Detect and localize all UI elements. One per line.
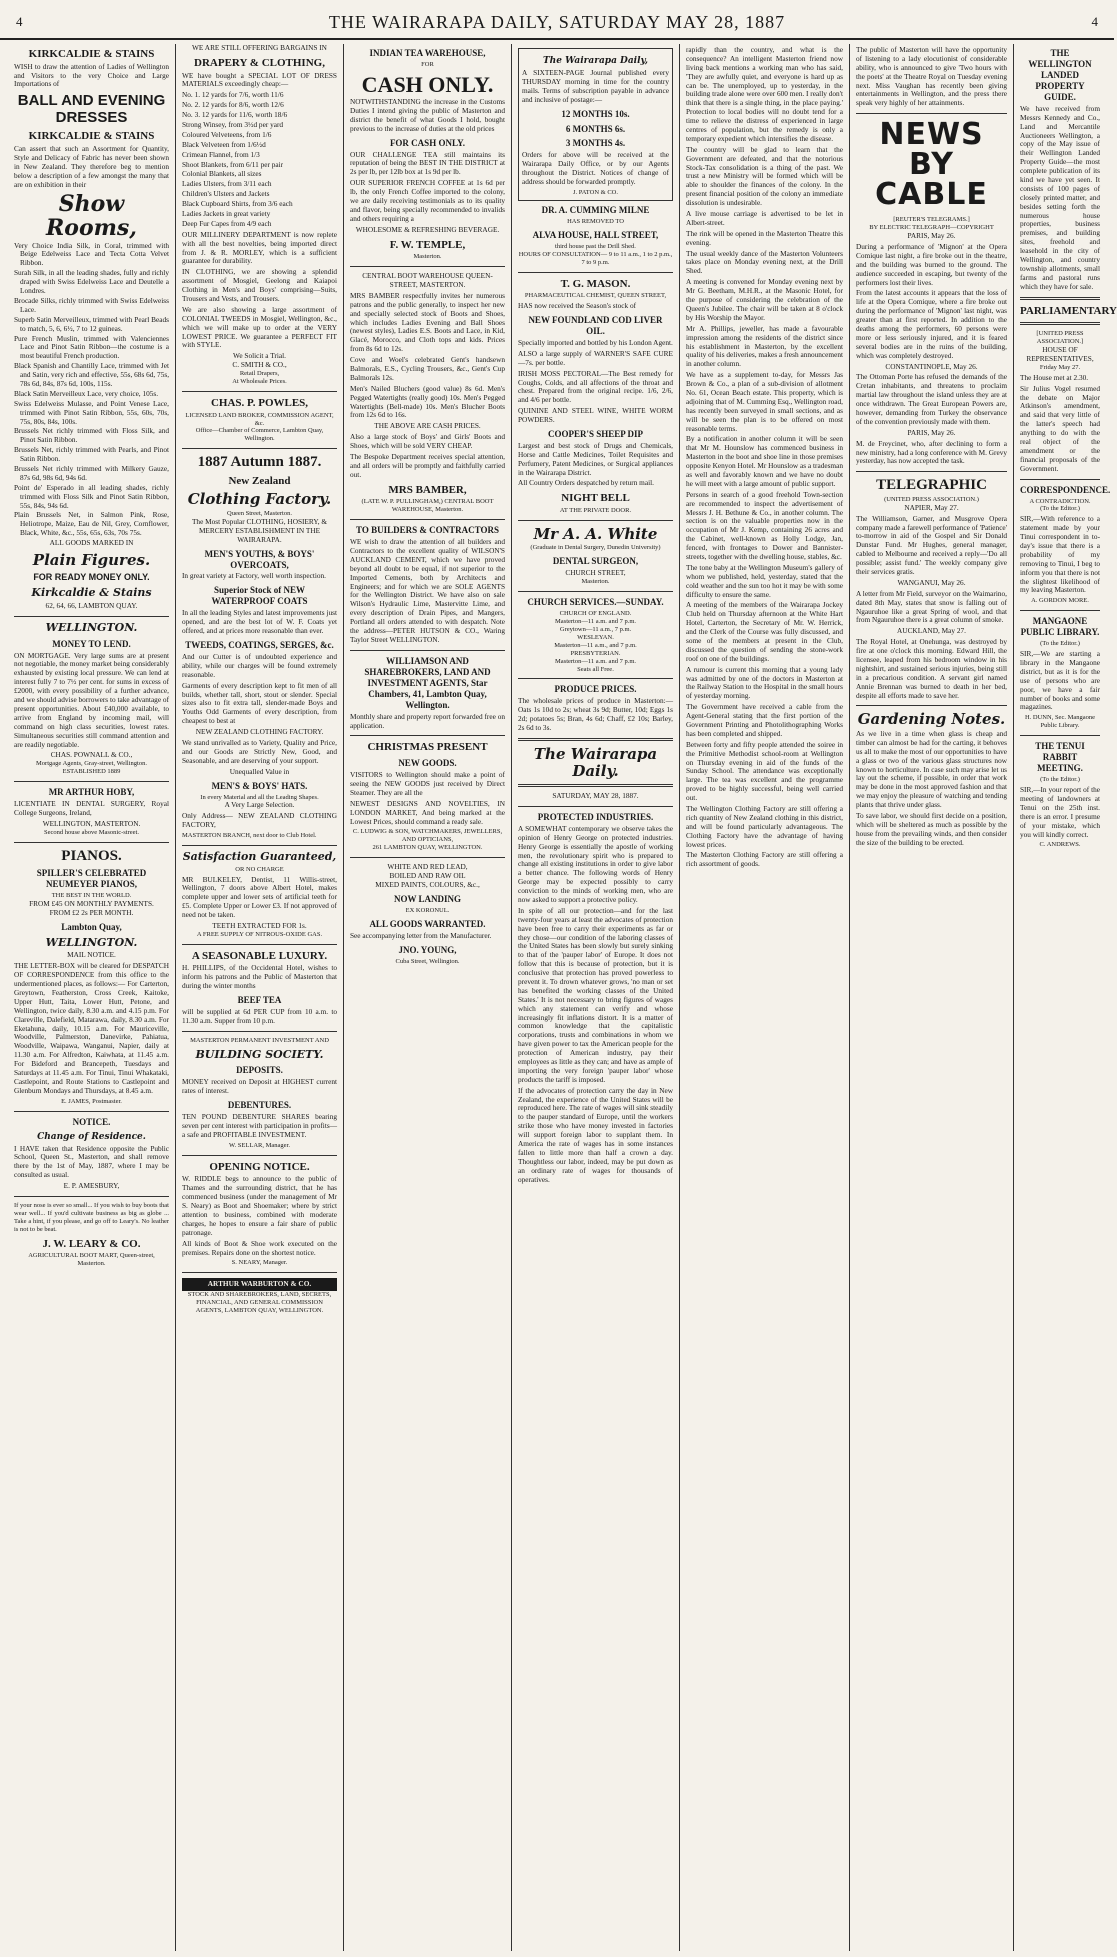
dress-item: Swiss Edelweiss Mulasse, and Point Venese Lace, trimmed with Pinot Satin Ribbon, 55s, 60s, 70s, 75s, 80s, 84s, 100s. [14, 398, 169, 426]
opening-text-2: All kinds of Boot & Shoe work executed on the premises. Repairs done on the shortest notice. [182, 1238, 337, 1257]
clothing-factory-heading: Clothing Factory. [187, 490, 332, 509]
constantinople-text: The Ottoman Porte has refused the demands of the Cretan inhabitants, and threatens to proclaim martial law throughout the island unless they are at once withdrawn. The Great European Powers are, however, demanding from Turkey the observance of the convention previously made with them. [856, 372, 1007, 426]
mail-text: THE LETTER-BOX will be cleared for DESPATCH OF CORRESPONDENCE from this office to the undermentioned places, as follows:— For Carterton, Greytown, Featherston, Cross Creek, Kaitoke, Upper Hutt, Taita, Lower Hutt, Petone, and Wellington, twice daily, 8.30 a.m. and 4.15 p.m. For Clareville, Dalefield, Matarawa, daily, 8.30 a.m. For Eketahuna, daily, 10.15 a.m. For Mauriceville, Woodville, Palmerston, Danevirke, Pahiatua, Woodville, Waipawa, Wanganui, Napier, daily at 11.30 a.m. For Alfredton, Kaiwhata, at 11.45 a.m. For Bideford and Brancepeth, Tuesdays and Saturdays at 11.45 a.m. For Tinui, Tinui Whakataki, Castlepoint, and Route Stations to Castlepoint and Glenburn Mondays and Thursdays, at 8.45 a.m. [14, 961, 169, 1095]
notice-signature: E. P. AMESBURY, [63, 1181, 120, 1191]
drapery-item: No. 1. 12 yards for 7/6, worth 11/6 [182, 90, 284, 100]
milne-heading: DR. A. CUMMING MILNE [541, 204, 650, 215]
dentist-address: WELLINGTON, MASTERTON. [42, 818, 141, 828]
produce-heading: PRODUCE PRICES. [554, 684, 637, 695]
correspondence-sub: A CONTRADICTION. [1029, 497, 1091, 505]
tenui-to: (To the Editor.) [1040, 776, 1080, 784]
selection-text: A Very Large Selection. [224, 800, 295, 810]
mangaone-to: (To the Editor.) [1040, 640, 1080, 648]
gas-text: A FREE SUPPLY OF NITROUS-OXIDE GAS. [196, 930, 323, 938]
milne-address: ALVA HOUSE, HALL STREET, [532, 229, 659, 240]
church-item: Greytown—11 a.m., 7 p.m. [559, 625, 632, 633]
opening-text: W. RIDDLE begs to announce to the public of Thames and the surrounding district, that he has commenced business (under the management of Mr S. Neary) as Boot and Shoemaker; where by strict attention to business, combined with moderate charges, he hopes to ensure a fair share of public patronage. [182, 1174, 337, 1237]
dress-item: Surah Silk, in all the leading shades, fully and richly draped with Swiss Edelweiss Lace and Deutelle a Londres. [14, 268, 169, 296]
local-item: The Wellington Clothing Factory are still offering a rich quantity of New Zealand clothing in this district, and will be found particularly advantageous. The Clothing Factory have the advantage of having lowest prices. [686, 804, 843, 849]
tweeds-heading: TWEEDS, COATINGS, SERGES, &c. [185, 639, 334, 650]
dress-item: Plain Brussels Net, in Salmon Pink, Rose, Heliotrope, Maize, Eau de Nil, Grey, Cornflower, Black, White, &c., 55s, 65s, 63s, 70s 75s. [14, 510, 169, 538]
seasonable-heading: A SEASONABLE LUXURY. [191, 949, 328, 962]
pianos-subheading: SPILLER'S CELEBRATED NEUMEYER PIANOS, [36, 868, 147, 890]
visitors-signature: C. LUDWIG & SON, WATCHMAKERS, JEWELLERS, AND OPTICIANS, [352, 828, 503, 844]
beef-tea-heading: BEEF TEA [237, 995, 282, 1006]
central-heading: CENTRAL BOOT WAREHOUSE QUEEN-STREET, MASTERTON. [362, 271, 493, 289]
drapery-item: Colonial Blankets, all sizes [182, 169, 262, 179]
leary-heading: J. W. LEARY & CO. [42, 1237, 141, 1250]
white-role: DENTAL SURGEON, [552, 556, 639, 567]
bamber-prices: THE ABOVE ARE CASH PRICES. [374, 421, 481, 431]
white-heading: Mr A. A. White [533, 524, 658, 543]
night-bell-heading: NIGHT BELL [561, 492, 630, 505]
news-source: [REUTER'S TELEGRAMS.] [893, 216, 970, 224]
local-item: The tone baby at the Wellington Museum's gallery of whom we published, held, yesterday, stated that the cold weather and the sun too hot it may be with some difficulty to ensure the same. [686, 562, 843, 599]
church-item: PRESBYTERIAN. [570, 649, 621, 657]
local-item: A meeting is convened for Monday evening next by Mr G. Beetham, M.H.R., at the Masonic Hotel, for the purpose of considering the celebration of the Queen's Jubilee. The chair will be taken at 8 o'clock by His Worship the Mayor. [686, 277, 843, 322]
jno-young-heading: JNO. YOUNG, [398, 944, 457, 955]
smith-signature-2: Retail Drapers, [239, 370, 280, 378]
beef-tea-text: will be supplied at 6d PER CUP from 10 a.m. to 11.30 a.m. Supper from 10 p.m. [182, 1007, 337, 1026]
warburton-heading: ARTHUR WARBURTON & CO. [182, 1278, 337, 1291]
powles-sub: LICENSED LAND BROKER, COMMISSION AGENT, &c. [185, 411, 334, 427]
kirkcaldie-intro-2: Can assert that such an Assortment for Quantity, Style and Delicacy of Fabric has never been shown in New Zealand. They therefore beg to mention below a description of a few amongst the many that are on exhibition in their [14, 143, 169, 189]
parliamentary-sub: [UNITED PRESS ASSOCIATION.] [1036, 330, 1084, 346]
column-6 [850, 44, 1014, 1951]
pianos-price-2: FROM £2 2s PER MONTH. [49, 907, 134, 917]
paris-text: During a performance of 'Mignon' at the Opera Comique last night, a fire broke out in the theatre, and the building was burned to the ground. The audience succeeded in escaping, but twenty of the performers lost their lives. [856, 241, 1007, 287]
builders-text: WE wish to draw the attention of all builders and Contractors to the excellent quality of WILSON'S AUCKLAND CEMENT, which we have proved beyond all doubt to be equal, if not superior to the Imported Cements, both by Architects and Engineers; and for which we are SOLE AGENTS for the Wellington District. We have also on sale Wilson's Hydraulic Lime, Mastervitte Lime, and every description of Drain Pipes, and Mangers, Portland all orders attended to with despatch. Note the address—PETER HUTSON & CO., Waring Taylor Street WELLINGTON. [350, 537, 505, 644]
boys-heading: MEN'S YOUTHS, & BOYS' OVERCOATS, [204, 548, 315, 570]
garments-text: Garments of every description kept to fit men of all builds, whether tall, short, stout or slender. Special sizes also to fit extra tall, slender-made Boys and Youths Odd Garments of every description, from cheapest to best at [182, 680, 337, 726]
irish-text: IRISH MOSS PECTORAL—The Best remedy for Coughs, Colds, and all affections of the throat and chest. Prepared from the original recipe. 1/6, 2/6, and 4/6 per bottle. [518, 368, 673, 405]
cooper-text: Largest and best stock of Drugs and Chemicals, Horse and Cattle Medicines, Toilet Requisites and Perfumery, Patent Medicines, or Surgical appliances in the Wairarapa District. [518, 440, 673, 477]
opening-heading: OPENING NOTICE. [209, 1160, 310, 1173]
orders-signature: J. PATON & CO. [573, 189, 618, 196]
smith-signature: C. SMITH & CO., [232, 360, 287, 370]
powles-address: Office—Chamber of Commerce, Lambton Quay, Wellington. [195, 427, 324, 443]
column-7 [1014, 44, 1117, 1951]
milne-sub: HAS REMOVED TO [567, 217, 624, 225]
kirkcaldie-heading-2: KIRKCALDIE & STAINS [28, 130, 155, 143]
now-landing-heading: NOW LANDING [393, 893, 462, 904]
local-item: By a notification in another column it will be seen that Mr M. Hounslow has commenced business in Masterton in the boot and shoe line in those premises opposite Kenyon Hotel. Mr Hounslow as a tradesman as well and favorably known and we have no doubt he will meet with a large amount of public support. [686, 434, 843, 488]
deposits-heading: DEPOSITS. [236, 1065, 283, 1076]
property-guide-heading: THE WELLINGTON LANDED PROPERTY GUIDE. [1028, 48, 1092, 102]
satisfaction-heading: Satisfaction Guaranteed, [182, 850, 337, 864]
temple-heading: F. W. TEMPLE, [389, 238, 466, 251]
local-item: The Masterton Clothing Factory are still offering a rich assortment of goods. [686, 850, 843, 869]
correspondence-heading: CORRESPONDENCE. [1020, 484, 1111, 495]
telegraphic-sub: (UNITED PRESS ASSOCIATION.) [884, 495, 979, 503]
williamson-heading: WILLIAMSON AND SHAREBROKERS, LAND AND INVESTMENT AGENTS, Star Chambers, 41, Lambton Quay, Wellington. [364, 655, 491, 710]
kirkcaldie-heading: KIRKCALDIE & STAINS [28, 48, 155, 60]
dress-item: Black Spanish and Chantilly Lace, trimmed with Jet and Satin, very rich and effective, 55s, 68s 6d, 75s, 78s 6d, 84s, 87s 6d, 100s, 115s. [14, 361, 170, 388]
local-item: We have as a supplement to-day, for Messrs Jas Brown & Co., a plan of a sub-division of allotment No. 61, Ocean Beach estate. This property, which is adjoining that of M. Cumming Esq., Wellington road, has recently been surveyed in small sections, and as will be seen the plan is to be offered on most reasonable terms. [686, 370, 843, 433]
money-signature: CHAS. POWNALL & CO., [50, 750, 133, 760]
no-charge: OR NO CHARGE [235, 865, 284, 873]
money-signature-2: Mortgage Agents, Gray-street, Wellington. [36, 760, 147, 768]
paris2-dateline: PARIS, May 26. [907, 427, 956, 437]
night-bell-sub: AT THE PRIVATE DOOR. [559, 507, 632, 515]
white-lead-text: WHITE AND RED LEAD, [387, 862, 468, 872]
unrivalled-text: Unequalled Value in [229, 766, 290, 776]
notice-subheading: Change of Residence. [37, 1131, 146, 1142]
opening-signature: S. NEARY, Manager. [231, 1259, 288, 1267]
drapery-item: No. 2. 12 yards for 8/6, worth 12/6 [182, 100, 284, 110]
masthead [0, 0, 1114, 40]
plain-figures-heading: Plain Figures. [32, 550, 151, 569]
only-address: Only Address— NEW ZEALAND CLOTHING FACTORY, [182, 811, 337, 830]
wellington-heading-2: WELLINGTON. [45, 935, 138, 949]
pianos-address: Lambton Quay, [61, 921, 122, 932]
church-item: Masterton—11 a.m., and 7 p.m. [554, 641, 637, 649]
church-item: Masterton—11 a.m. and 7 p.m. [555, 657, 636, 665]
daily-heading: The Wairarapa Daily, [542, 56, 649, 66]
jno-young-address: Cuba Street, Wellington. [395, 957, 460, 965]
clothing-text: IN CLOTHING, we are showing a splendid assortment of Mosgiel, Geelong and Kaiapoi Clothing in Men's and Boys' comprising—Suits, Trousers and Vests, and Trousers. [182, 267, 337, 304]
protected-heading: PROTECTED INDUSTRIES. [537, 811, 654, 822]
newspaper-title: THE WAIRARAPA DAILY, SATURDAY MAY 28, 1887 [328, 12, 786, 32]
white-sub: (Graduate in Dental Surgery, Dunedin University) [530, 544, 661, 552]
rate-12: 12 MONTHS 10s. [561, 108, 630, 119]
paris-text-2: From the latest accounts it appears that the loss of life at the Opera Comique, where a fire broke out during the performance of 'Mignon' last night, was greater than at first reported. In addition to the deaths among the performers, 60 persons were more or less seriously injured, and it is feared several bodies are in the ruins of the building, which was completely destroyed. [856, 288, 1007, 360]
dentist-text: LICENTIATE IN DENTAL SURGERY, Royal College Surgeons, Ireland, [14, 799, 169, 817]
warranted-heading: ALL GOODS WARRANTED. [369, 918, 486, 929]
for-text: FOR [421, 60, 434, 68]
wellington-heading: WELLINGTON. [45, 620, 138, 634]
mangaone-heading: MANGAONE PUBLIC LIBRARY. [1020, 616, 1100, 638]
bulkeley-text: MR BULKELEY, Dentist, 11 Willis-street, Wellington, 7 doors above Albert Hotel, makes complete upper and lower sets of artificial teeth for £5. Complete Upper or Lower £3. If not approved of need not be taken. [182, 874, 337, 920]
bamber-heading: MRS BAMBER, [388, 483, 467, 496]
cash-only-heading: CASH ONLY. [361, 71, 494, 97]
dress-item: Brussels Net richly trimmed with Milkery Gauze, 87s 6d, 98s 6d, 94s 6d. [14, 463, 169, 482]
temple-address: Masterton. [413, 253, 442, 261]
protected-text-2: In spite of all our protection—and for the last twenty-four years at least the advocates of protection have been free to carry their experiments as far or they chose—our condition of the laboring classes of the United States has been slowly but surely sinking to that of the 'pauper labor' of Europe. It does not follow that this is because of protection, but it is conclusive that protection has proved powerless to prevent it. To drown whatever grows, 'no man or set has benefited the working classes of the United States.' It is not necessary to bring figures of wages which any statement can verify and whose increasingly fit inflations distort. It is a matter of common knowledge that the capitalistic corporations, trusts and combinations in whom we have given power to tax the American people for the protection of American industry, pay their employees as little as they can; and have as ample of importing the very foreign 'pauper labor' whose products the tariff is imposed. [518, 905, 673, 1084]
milne-hours: HOURS OF CONSULTATION— 9 to 11 a.m., 1 to 2 p.m., 7 to 9 p.m. [518, 250, 673, 266]
testimonial-text: See accompanying letter from the Manufacturer. [350, 930, 492, 940]
visitors-text: VISITORS to Wellington should make a point of seeing the NEW GOODS just received by Direct Steamer. They are all the [350, 770, 505, 797]
correspondence-to: (To the Editor.) [1040, 505, 1080, 513]
gardening-text: As we live in a time when glass is cheap and timber can almost be had for the carting, it behoves us all to make the most of our opportunities to have a glass or two of the various glass structures now known to horticulture. In case such may arise let us lay out the scheme, if possible, in order that work may be done in the most approved fashion and that we may enjoy the pleasure of watching and tending plants that thrive under glass. [856, 728, 1007, 810]
church-item: CHURCH OF ENGLAND. [559, 610, 632, 618]
local-item: A rumour is current this morning that a young lady was admitted by one of the doctors in Masterton at the Railway Station to the Hospital in the small hours of yesterday morning. [686, 664, 843, 701]
dress-item: Brussels Net richly trimmed with Floss Silk, and Pinot Satin Ribbon. [14, 426, 169, 445]
page-number-left: 4 [16, 14, 23, 29]
hats-text: In every Material and all the Leading Shapes. [200, 793, 319, 801]
offering-text: WE ARE STILL OFFERING BARGAINS IN [192, 43, 327, 52]
dentist-note: Second house above Masonic-street. [44, 828, 139, 836]
bamber-text-5: The Bespoke Department receives special attention, and all orders will be promptly and faithfully carried out. [350, 452, 505, 479]
cooper-text-2: All Country Orders despatched by return mail. [518, 478, 654, 488]
local-item: A meeting of the members of the Wairarapa Jockey Club held on Thursday afternoon at the White Hart Hotel, Carterton, the Secretary of Mr. W. Herrick, and the Clerk of the Course was fully discussed, and some of the members at present in the Club, discussed the question of sending the stone-work roof on one of the buildings. [686, 600, 843, 663]
millinery-text: OUR MILLINERY DEPARTMENT is now replete with all the best novelties, being imported direct from J. & R. MORLEY, which is a sufficient guarantee for durability. [182, 229, 337, 266]
only-address-2: MASTERTON BRANCH, next door to Club Hotel. [182, 832, 317, 840]
local-item: The usual weekly dance of the Masterton Volunteers takes place on Monday evening next, at the Drill Shed. [686, 248, 843, 276]
columns [8, 43, 1117, 1951]
property-guide-text: We have received from Messrs Kennedy and Co., Land and Mercantile Auctioneers Wellington, a copy of the May issue of their Wellington Landed Property Guide—the most complete publication of its kind we have yet seen. It consists of 100 pages of closely printed matter, and besides setting forth the numerous house properties, business premises, and building sites, freehold and leasehold in the city of Wellington, and country township allotments, small farms and pastoral runs which they have for sale. [1020, 103, 1100, 291]
church-item: Seats all Free. [577, 665, 614, 673]
auckland-dateline: AUCKLAND, May 27. [897, 626, 966, 636]
nz-heading: New Zealand [228, 474, 291, 487]
wholesome-text: WHOLESOME & REFRESHING BEVERAGE. [355, 224, 500, 234]
warburton-text: STOCK AND SHAREBROKERS, LAND, SECRETS, FINANCIAL, AND GENERAL COMMISSION AGENTS, LAMBTON QUAY, WELLINGTON. [187, 1291, 332, 1315]
white-town: Masterton. [581, 578, 610, 586]
christmas-heading: CHRISTMAS PRESENT [367, 741, 488, 754]
dress-item: Brussels Net, richly trimmed with Pearls, and Pinot Satin Ribbon. [14, 445, 169, 464]
cod-heading: NEW FOUNDLAND COD LIVER OIL. [528, 315, 663, 336]
page-number-right: 4 [1091, 14, 1098, 29]
new-goods-heading: NEW GOODS. [398, 758, 457, 769]
correspondence-text: SIR,—With reference to a statement made by your Tinui correspondent in to-day's issue that there is a probability of my removing to Tinui, I beg to inform you that there is not the slightest likelihood of my leaving Masterton. [1020, 514, 1100, 595]
cod-text: Specially imported and bottled by his London Agent. [518, 337, 673, 347]
protected-text: A SOMEWHAT contemporary we observe takes the opinion of Henry George on protected industries. Henry George is essentially the apostle of working men, the revolutionary spirit who is prepared to change all existing institutions in order to give labor a better chance. The following words of Henry George may be expected possibly to carry conviction to the minds of working men, who are now asked to support a protective policy. [518, 823, 673, 904]
wanganui-dateline: WANGANUI, May 26. [897, 577, 966, 587]
kirkcaldie-footer: Kirkcaldie & Stains [31, 586, 152, 600]
debentures-signature: W. SELLAR, Manager. [229, 1141, 290, 1149]
protected-text-3: If the advocates of protection carry the day in New Zealand, the experience of the United States will be reproduced here. The rate of wages will sink steadily to the pauper standard of Europe, until the workers strike those who have money invested in factories will support foreign labor to supplant them. In America the rate of wages has in some instances fallen to little more than half a crown a day. Thoughtless our labor, indeed, may be put down as an ordinary rate of wages for thousands of operatives. [518, 1085, 673, 1184]
kirkcaldie-intro: WISH to draw the attention of Ladies of Wellington and Visitors to the very Choice and Large Importations of [14, 61, 169, 89]
solicit-trial: We Solicit a Trial. [233, 351, 286, 361]
tenui-heading: THE TENUI RABBIT MEETING. [1035, 741, 1085, 774]
constantinople-dateline: CONSTANTINOPLE, May 26. [885, 361, 978, 371]
mixed-paints-text: MIXED PAINTS, COLOURS, &c., [375, 879, 480, 889]
tenui-text: SIR,—In your report of the meeting of landowners at Tenui on the 25th inst. there is an error. I presume of your mistake, which you will kindly correct. [1020, 785, 1100, 839]
also-text: ALSO a large supply of WARNER'S SAFE CURE—7s. per bottle. [518, 348, 673, 367]
paris2-text: M. de Freycinet, who, after declining to form a new ministry, had a long conference with M. Grevy yesterday, has now accepted the task. [856, 438, 1007, 466]
local-item: The Government have received a cable from the Agent-General stating that the first portion of the Government Printing and Photolithographing Works has been completed and shipped. [686, 702, 843, 738]
white-address: CHURCH STREET, [565, 568, 626, 578]
gardening-heading: Gardening Notes. [857, 710, 1006, 729]
mangaone-signature: H. DUNN, Sec. Mangaone Public Library. [1024, 714, 1096, 730]
debentures-text: TEN POUND DEBENTURE SHARES bearing seven per cent interest with participation in profits—a safe and PROFITABLE INVESTMENT. [182, 1112, 337, 1139]
daily-text: A SIXTEEN-PAGE Journal published every THURSDAY morning in time for the country mails. Terms of subscription payable in advance and inclusive of postage:— [522, 67, 669, 104]
cash-only-subheading: FOR CASH ONLY. [389, 137, 466, 148]
mason-text: HAS now received the Season's stock of [518, 301, 637, 311]
paper-date: SATURDAY, MAY 28, 1887. [552, 791, 639, 801]
daily-subscription-box [518, 48, 673, 201]
mail-heading: MAIL NOTICE. [67, 950, 116, 960]
auckland-text: The Royal Hotel, at Onehunga, was destroyed by fire at one o'clock this morning. Edward Hill, the licensee, leaped from his bedroom window in his nightshirt, and sustained serious injuries, being still in a precarious condition. A servant girl named Annie Brennan was burned to death in her bed, despite all efforts made to save her. [856, 637, 1007, 700]
news-by-cable-heading: NEWS BY CABLE [875, 117, 988, 213]
building-heading: MASTERTON PERMANENT INVESTMENT AND [190, 1036, 329, 1044]
bamber-text-4: Also a large stock of Boys' and Girls' Boots and Shoes, which will be sold VERY CHEAP. [350, 432, 505, 451]
drapery-item: Coloured Velveteens, from 1/6 [182, 129, 272, 139]
paris-dateline: PARIS, May 26. [907, 231, 956, 241]
leary-sub: AGRICULTURAL BOOT MART, Queen-street, Masterton. [28, 1252, 155, 1268]
ex-text: EX KORONUL. [405, 906, 450, 914]
debentures-heading: DEBENTURES. [227, 1100, 292, 1111]
drapery-item: Deep Fur Capes from 4/9 each [182, 218, 272, 228]
bamber-text-3: Men's Nailed Bluchers (good value) 8s 6d. Men's Pegged Watertights (really good) 10s. Men's Pegged Watertights (Bell-made) 10s. Men's Blucher Boots from 12s 6d to 16s. [350, 383, 505, 420]
gardening-text-2: To save labor, we should first decide on a position, which will be sheltered as much as possible by the house from the prevailing winds, and then consider the size of the building to be erected. [856, 810, 1007, 847]
parliamentary-heading: PARLIAMENTARY [1020, 304, 1117, 317]
local-item: Between forty and fifty people attended the soiree in the Primitive Methodist school-room at Wellington on Thursday evening in aid of the funds of the Sunday School. The attendance was exceptionally large. The tea was excellent and the programme proved to be highly successful, being well carried out. [686, 739, 843, 803]
church-item: Masterton—11 a.m. and 7 p.m. [555, 618, 636, 626]
church-item: WESLEYAN. [577, 633, 614, 641]
building-society-heading: BUILDING SOCIETY. [195, 1047, 324, 1061]
builders-heading: TO BUILDERS & CONTRACTORS [356, 525, 499, 536]
bamber-text: MRS BAMBER respectfully invites her numerous patrons and the public generally, to inspect her new and specially selected stock of Boots and Shoes, which includes Ladies Evening and Ball Shoes (newest styles), Ladies E.S. Boots and Lace, in Kid, Glacé, Morocco, and Cloth tops and kids. Prices from 8s 6d to 12s. [350, 290, 505, 354]
waterproof-text: In all the leading Styles and latest improvements just opened, and are the best lot of W. F. Coats yet offered, and at prices more reasonable than ever. [182, 608, 337, 636]
paper-title: The Wairarapa Daily. [533, 745, 658, 780]
deposits-text: MONEY received on Deposit at HIGHEST current rates of interest. [182, 1077, 337, 1096]
ready-money-heading: FOR READY MONEY ONLY. [33, 572, 150, 583]
telegraphic-heading: TELEGRAPHIC [876, 477, 987, 494]
money-text: ON MORTGAGE. Very large sums are at present not negotiable, the money market being considerably exhausted by existing local pressure. We can lend at interest fully 7 to 7½ per cent. for sums in excess of £2000, with every possibility of a further advance, and we should advise borrowers to take advantage of present opportunities. About £40,000 available, to arrive from England by incoming mail, will command on high class securities, lowest rates. Simultaneous securities still command attention and are readily negotiable. [14, 650, 170, 749]
hats-heading: MEN'S & BOYS' HATS. [211, 780, 308, 791]
money-established: ESTABLISHED 1889 [62, 768, 121, 776]
dress-item: Superb Satin Merveilleux, trimmed with Pearl Beads to match, 5, 6, 6½, 7 to 12 guineas. [14, 314, 169, 333]
drapery-item: Black Velveteen from 1/6½d [182, 139, 266, 149]
bamber-late: (LATE W. P. PULLINGHAM,) CENTRAL BOOT WAREHOUSE, Masterton. [361, 498, 494, 514]
dress-item: Black Satin Merveilleux Lace, very choice, 105s. [14, 388, 159, 398]
news-copyright: BY ELECTRIC TELEGRAPH—COPYRIGHT [869, 224, 994, 232]
marked-text: ALL GOODS MARKED IN [49, 538, 134, 548]
column-3 [344, 44, 512, 1951]
drapery-item: Strong Winsey, from 3½d per yard [182, 119, 284, 129]
popular-text: The Most Popular CLOTHING, HOSIERY, & MERCERY ESTABLISHMENT IN THE WAIRARAPA. [191, 516, 328, 544]
house-heading: HOUSE OF REPRESENTATIVES, [1026, 345, 1094, 363]
napier-dateline: NAPIER, May 27. [904, 502, 959, 512]
house-time: The House met at 2.30. [1020, 372, 1089, 382]
factory-address: Queen Street, Masterton. [227, 509, 292, 517]
church-heading: CHURCH SERVICES.—SUNDAY. [527, 597, 664, 608]
column-4 [512, 44, 680, 1951]
dress-item: Point de' Esperado in all leading shades, richly trimmed with Floss Silk and Pinot Satin Ribbon, 55s, 84s, 94s 6d. [14, 482, 169, 510]
powles-heading: CHAS. P. POWLES, [210, 396, 309, 409]
dress-item: Pure French Muslin, trimmed with Valenciennes Lace and Pinot Satin Ribbon—the costume is a most beautiful French production. [14, 333, 169, 361]
elocutionist-text: The public of Masterton will have the opportunity of listening to a lady elocutionist of considerable ability, who is announced to give 'Two hours with the poets' at the Theatre Royal on Tuesday evening next. Miss Vaughan has recently been giving entertainments in Wellington, and the press there speak very highly of her attainments. [856, 45, 1007, 108]
phillips-text: H. PHILLIPS, of the Occidental Hotel, wishes to inform his patrons and the Public of Masterton that during the winter months [182, 963, 337, 991]
rate-3: 3 MONTHS 4s. [565, 138, 626, 149]
pianos-best: THE BEST IN THE WORLD. [51, 892, 132, 900]
waterproof-heading: Superior Stock of NEW WATERPROOF COATS [211, 585, 308, 607]
coffee-text: OUR SUPERIOR FRENCH COFFEE at 1s 6d per lb, the only French Coffee imported to the colony, we are daily receiving testimonials as to its quality and flavor, being specially recommended to invalids and others requiring a [350, 178, 505, 223]
drapery-item: Children's Ulsters and Jackets [182, 189, 270, 199]
dentist-heading: MR ARTHUR HOBY, [48, 787, 135, 798]
leary-verse: If your nose is ever so small... If you wish to buy boots that wear well... If you'd cultivate business as big as globe ... Take a hint, if you please, and go off to Leary's. No leather is not to be beat. [14, 1202, 169, 1233]
showing-text: We are also showing a large assortment of COLONIAL TWEEDS in Mosgiel, Wellington, &c., which we will make up to order at the VERY LOWEST PRICE. We guarantee a PERFECT FIT with STYLE. [182, 304, 337, 350]
napier-text: The Williamson, Garner, and Musgrove Opera company made a farewell performance of 'Patience' to-morrow in aid of the Gospel and Sir Donald Dunstar Fund. Mr Hughes, general manager, cabled to Melbourne and received a reply—'Do all possible; assist fund.' The weekly company give their services gratis. [856, 513, 1007, 576]
editorial-text-2: The country will be glad to learn that the Government are defeated, and that the notorious Stock-Tax consolidation is a thing of the past. We trust a new Ministry will be formed which will be able to shoulder the finances of the colony. In the present financial position of the colony an immediate dissolution is undesirable. [686, 144, 843, 208]
smith-signature-3: At Wholesale Prices. [232, 378, 287, 386]
factory-text: We stand unrivalled as to Variety, Quality and Price, and our Goods are Strictly New, Good, and Seasonable, and are deserving of your support. [182, 737, 337, 765]
dress-item: Brocade Silks, richly trimmed with Swiss Edelweiss Lace. [14, 295, 169, 314]
visitors-address: 261 LAMBTON QUAY, WELLINGTON. [372, 844, 483, 852]
pianos-price-1: FROM £45 ON MONTHLY PAYMENTS. [29, 899, 154, 909]
mason-sub: PHARMACEUTICAL CHEMIST, QUEEN STREET, [524, 292, 667, 300]
tea-warehouse-heading: INDIAN TEA WAREHOUSE, [369, 48, 486, 58]
kirkcaldie-address: 62, 64, 66, LAMBTON QUAY. [45, 601, 138, 611]
editorial-text-1: rapidly than the country, and what is the consequence? An intelligent Masterton friend now living back mentions a working man who has said, 'They are awfully quiet, and everyone is hard up as can be. The unemployed, up to yesterday, in the building trade alone were over 600 men. I really don't think that there is a single thing, in the place paying.' Protection to local bodies will no doubt tend for a time to relieve the distress of experienced in large centres of population, but the remedy is only a temporary expedient which intensifies the disease. [686, 45, 843, 143]
drapery-list [182, 91, 337, 228]
notice-heading: NOTICE. [72, 1116, 111, 1127]
money-heading: MONEY TO LEND. [52, 638, 131, 649]
local-item: The rink will be opened in the Masterton Theatre this evening. [686, 228, 843, 247]
local-item: A live mouse carriage is advertised to be let in Albert-street. [686, 209, 843, 227]
column-5 [680, 44, 850, 1951]
bought-text: WE have bought a SPECIAL LOT OF DRESS MATERIALS exceedingly cheap:— [182, 70, 337, 89]
mangaone-text: SIR,—We are starting a library in the Mangaone district, but as it is for the use of persons who are poor, we have a fair number of books and some magazines. [1020, 649, 1100, 712]
visitors-text-2: NEWEST DESIGNS AND NOVELTIES, IN LONDON MARKET, And being marked at the Lowest Prices, should command a ready sale. [350, 798, 505, 826]
drapery-heading: DRAPERY & CLOTHING, [194, 56, 325, 69]
dress-list [14, 242, 169, 539]
notwithstanding-text: NOTWITHSTANDING the increase in the Customs Duties I intend giving the public of Masterton and district the benefit of what Goods I hold, bought previous to the increase of duties at the old prices [350, 96, 505, 133]
factory-name: NEW ZEALAND CLOTHING FACTORY. [195, 727, 324, 737]
drapery-item: Ladies Jackets in great variety [182, 209, 271, 218]
williamson-text: Monthly share and property report forwarded free on application. [350, 711, 505, 730]
bamber-text-2: Cove and Woel's celebrated Gent's handsewn Balmorals, E.S., Cycling Trousers, &c., Gent's Cup Balmorals 12s. [350, 355, 505, 382]
milne-note: third house past the Drill Shed. [555, 242, 636, 250]
tenui-signature: C. ANDREWS. [1039, 841, 1081, 849]
notice-text: I HAVE taken that Residence opposite the Public School, Queen St., Masterton, and shall remove there by the 1st of May, 1887, where I may be consulted as usual. [14, 1143, 169, 1180]
mail-signature: E. JAMES, Postmaster. [61, 1097, 122, 1105]
challenge-text: OUR CHALLENGE TEA still maintains its reputation of being the BEST IN THE DISTRICT at 2s per lb, per 12lb box at 1s 9d per lb. [350, 149, 505, 177]
teeth-text: TEETH EXTRACTED FOR 1s. [212, 921, 307, 931]
boys-text: In great variety at Factory, well worth inspection. [182, 571, 326, 581]
orders-text: Orders for above will be received at the Wairarapa Daily Office, or by our Agents throughout the District. Notices of change of address should be forwarded promptly. [522, 150, 669, 187]
mason-heading: T. G. MASON. [560, 277, 631, 290]
autumn-heading: 1887 Autumn 1887. [197, 454, 322, 471]
ball-dresses-heading: BALL AND EVENING DRESSES [17, 92, 166, 126]
tweeds-text: And our Cutter is of undoubted experience and ability, while our charges will be found extremely reasonable. [182, 651, 337, 679]
drapery-item: Black Cupboard Shirts, from 3/6 each [182, 199, 293, 209]
correspondence-signature: A. GORDON MORE. [1031, 597, 1089, 605]
boiled-oil-text: BOILED AND RAW OIL [389, 871, 466, 881]
column-2 [176, 44, 344, 1951]
house-text: Sir Julius Vogel resumed the debate on Major Atkinson's amendment, and said that very little of the latter's speech had anything to do with the real object of the amendment or the financial proposals of the Government. [1020, 383, 1100, 473]
local-item: Mr A. Phillips, jeweller, has made a favourable impression among the residents of the district since his establishment in Masterton, by the excellent quality of his deliveries, makes a fresh announcement in another column. [686, 323, 843, 369]
drapery-item: Shoot Blankets, from 6/11 per pair [182, 159, 284, 169]
drapery-item: Crimean Flannel, from 1/3 [182, 149, 260, 159]
drapery-item: Ladies Ulsters, from 3/11 each [182, 179, 272, 189]
wanganui-text: A letter from Mr Field, surveyor on the Waimarino, dated 8th May, states that snow is falling out of Ngauruhoe like a great Spring of wool, and that from Ngauruhoe there is a great column of smoke. [856, 588, 1007, 625]
column-1 [8, 44, 176, 1951]
dress-item: Very Choice India Silk, in Coral, trimmed with Beige Edelweiss Lace and Tecta Cotta Velvet Ribbon. [14, 240, 169, 268]
cooper-heading: COOPER'S SHEEP DIP [547, 428, 644, 439]
quinine-text: QUININE AND STEEL WINE, WHITE WORM POWDERS. [518, 406, 673, 425]
drapery-item: No. 3. 12 yards for 11/6, worth 18/6 [182, 110, 288, 120]
produce-text: The wholesale prices of produce in Masterton:—Oats 1s 10d to 2s; wheat 3s 9d; Butter, 10d; Eggs 1s 2d; potatoes 5s; Bran, 4s 6d; Chaff, £2 10s; Barley, 2s 6d to 3s. [518, 696, 673, 733]
house-date: Friday May 27. [1039, 363, 1081, 371]
show-rooms-heading: Show Rooms, [46, 191, 137, 241]
pianos-heading: PIANOS. [61, 847, 122, 864]
rate-6: 6 MONTHS 6s. [565, 123, 626, 134]
local-item: Persons in search of a good freehold Town-section are recommended to inspect the advertisement of Messrs J. H. Bethune & Co., in another column. The section is on the valuable properties now in the occupation of Mr J. Kemp, containing 26 acres and the Cabinet, well-known as Holly Lodge, Jan, fenced, with frontages to Dower and Bannister-streets, together with the dwelling house, stables, &c. [686, 489, 843, 561]
